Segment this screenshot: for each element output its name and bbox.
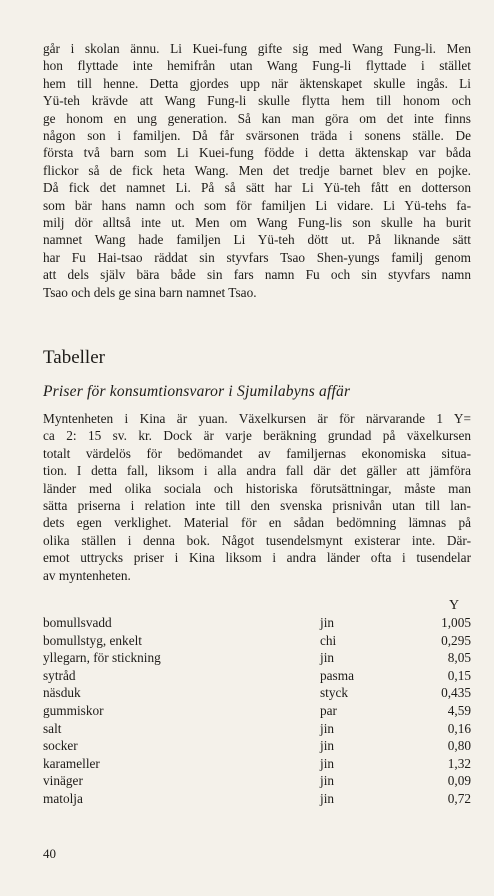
table-row	[43, 684, 471, 702]
text-line: tion. I detta fall, liksom i alla andra fall där det gäller att jämföra	[43, 463, 471, 479]
table-row	[43, 790, 471, 808]
table-row	[43, 667, 471, 685]
body-paragraph-currency	[43, 410, 471, 584]
text-line: Yü-teh krävde att Wang Fung-li skulle flytta hem till honom och	[43, 93, 471, 109]
price-value: 0,09	[447, 773, 471, 789]
text-line: ca 2: 15 sv. kr. Dock är varje beräkning grundad på växelkursen	[43, 428, 471, 444]
text-line: milj dör alltså inte ut. Men om Wang Fung-lis son skulle ha burit	[43, 215, 471, 231]
text-line: sätta priserna i relation inte till den svenska prisnivån utan till lan-	[43, 498, 471, 514]
item-name: näsduk	[43, 685, 81, 701]
unit-label: jin	[320, 720, 335, 736]
currency-column-header: Y	[449, 598, 460, 613]
text-line: totalt värdelös för bedömandet av familjernas ekonomiska situa-	[43, 445, 471, 461]
item-name: bomullsvadd	[43, 615, 112, 630]
text-line: Då fick det namnet Li. På så sätt har Li Yü-teh fått en dotterson	[43, 180, 471, 196]
text-line: av myntenheten.	[43, 567, 131, 583]
item-name: yllegarn, för stickning	[43, 650, 161, 666]
text-line: har Fu Hai-tsao räddat sin styvfars Tsao Shen-yungs familj genom	[43, 249, 471, 265]
unit-label: jin	[320, 615, 335, 630]
body-paragraph-family-names	[43, 40, 471, 301]
text-line: hem till henne. Detta gjordes upp när äktenskapet skulle ingås. Li	[43, 75, 471, 91]
price-value: 4,59	[447, 702, 471, 718]
price-value: 0,16	[447, 720, 471, 736]
price-value: 8,05	[447, 650, 471, 666]
section-heading: Tabeller	[43, 347, 105, 368]
table-row	[43, 649, 471, 667]
section-subheading: Priser för konsumtionsvaror i Sjumilabyns affär	[43, 383, 351, 400]
unit-label: jin	[320, 650, 335, 666]
text-line: dets egen verklighet. Material för en sådan bedömning lämnas på	[43, 515, 471, 531]
unit-label: pasma	[320, 667, 354, 683]
text-line: som bär hans namn och som för familjen Li vidare. Li Yü-tehs fa-	[43, 197, 471, 213]
text-line: namnet Wang hade familjen Li Yü-teh dött ut. På liknande sätt	[43, 232, 471, 248]
table-row	[43, 772, 471, 790]
price-table	[43, 614, 471, 808]
text-line: Tsao och dels ge sina barn namnet Tsao.	[43, 284, 257, 300]
price-value: 0,435	[441, 685, 471, 701]
item-name: karameller	[43, 755, 100, 771]
text-line: flickor så de fick heta Wang. Men det tredje barnet blev en pojke.	[43, 162, 471, 178]
table-row	[43, 632, 471, 650]
unit-label: jin	[320, 773, 335, 789]
table-row	[43, 702, 471, 720]
page-number: 40	[43, 846, 56, 861]
price-value: 0,72	[447, 790, 471, 806]
text-line: Myntenheten i Kina är yuan. Växelkursen är för närvarande 1 Y=	[43, 411, 471, 426]
text-line: går i skolan ännu. Li Kuei-fung gifte sig med Wang Fung-li. Men	[43, 41, 471, 56]
price-value: 0,295	[441, 632, 471, 648]
item-name: salt	[43, 720, 62, 736]
item-name: gummiskor	[43, 702, 104, 718]
text-line: ge honom en ung generation. Så kan man göra om det inte finns	[43, 110, 471, 126]
text-line: hon flyttade inte hemifrån utan Wang Fung-li flyttade i stället	[43, 58, 471, 74]
unit-label: jin	[320, 755, 335, 771]
text-line: emot uttrycks priser i Kina liksom i andra länder ofta i tusendelar	[43, 550, 471, 566]
unit-label: styck	[320, 685, 349, 701]
item-name: vinäger	[43, 773, 83, 789]
unit-label: jin	[320, 790, 335, 806]
item-name: socker	[43, 738, 78, 754]
item-name: sytråd	[43, 667, 76, 683]
price-value: 0,15	[447, 667, 471, 683]
text-line: att dels själv bära både sin fars namn Fu och sin styvfars namn	[43, 267, 471, 283]
unit-label: par	[320, 702, 337, 718]
text-line: någon son i familjen. Då får svärsonen träda i sonens ställe. De	[43, 128, 471, 144]
table-row	[43, 737, 471, 755]
text-line: olika ställen i denna bok. Något tusendelsmynt existerar inte. Där-	[43, 532, 471, 548]
table-row	[43, 614, 471, 632]
price-value: 0,80	[447, 738, 471, 754]
table-row	[43, 720, 471, 738]
price-value: 1,32	[447, 755, 471, 771]
item-name: bomullstyg, enkelt	[43, 632, 142, 648]
unit-label: chi	[320, 632, 337, 648]
text-line: första två barn som Li Kuei-fung födde i detta äktenskap var båda	[43, 145, 471, 161]
price-value: 1,005	[441, 615, 471, 630]
table-row	[43, 755, 471, 773]
item-name: matolja	[43, 790, 83, 806]
unit-label: jin	[320, 738, 335, 754]
text-line: länder med olika sociala och historiska förutsättningar, måste man	[43, 480, 471, 496]
